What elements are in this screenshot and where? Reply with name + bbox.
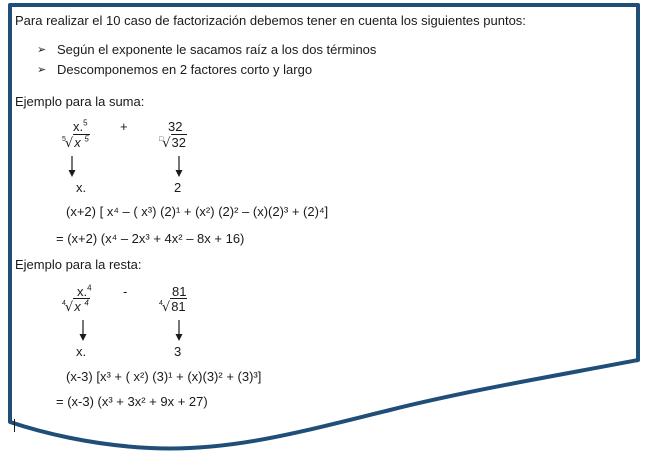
diff-radical-2: $^4$√81 <box>159 299 186 315</box>
text-cursor <box>14 419 15 432</box>
down-arrow-icon <box>174 156 184 178</box>
sum-example-heading: Ejemplo para la suma: <box>15 94 145 109</box>
sum-term-2: 32 <box>168 119 183 134</box>
diff-operator: - <box>123 284 128 299</box>
bullet-item: Descomponemos en 2 factores corto y largo <box>57 62 313 77</box>
arrow-bullet-icon: ➢ <box>37 44 47 56</box>
sum-radical-2: □√32 <box>159 135 186 151</box>
arrow-bullet-icon: ➢ <box>37 64 47 76</box>
down-arrow-icon <box>174 320 184 342</box>
down-arrow-icon <box>67 156 77 178</box>
diff-term-1: x.$^4$ <box>77 283 92 299</box>
bullet-item: Según el exponente le sacamos raíz a los dos términos <box>57 42 377 57</box>
diff-result-line: = (x-3) (x³ + 3x² + 9x + 27) <box>56 394 208 409</box>
sum-factors-line: (x+2) [ x⁴ – ( x³) (2)¹ + (x²) (2)² – (x)(2)³ + (2)⁴] <box>66 204 329 219</box>
sum-term-1: x.$^5$ <box>73 118 88 134</box>
sum-radical-1: $^5$√x $^5$ <box>62 134 89 151</box>
diff-root-1: x. <box>76 344 87 359</box>
sum-root-1: x. <box>76 180 87 195</box>
intro-text: Para realizar el 10 caso de factorización debemos tener en cuenta los siguientes puntos: <box>15 13 526 28</box>
diff-example-heading: Ejemplo para la resta: <box>15 257 142 272</box>
sum-root-2: 2 <box>174 180 182 195</box>
diff-root-2: 3 <box>174 344 182 359</box>
diff-factors-line: (x-3) [x³ + ( x²) (3)¹ + (x)(3)² + (3)³] <box>66 369 262 384</box>
diff-radical-1: $^4$√x $^4$ <box>62 298 89 315</box>
diff-term-2: 81 <box>172 284 187 299</box>
sum-operator: + <box>120 119 128 134</box>
down-arrow-icon <box>78 320 88 342</box>
sum-result-line: = (x+2) (x⁴ – 2x³ + 4x² – 8x + 16) <box>56 231 245 246</box>
